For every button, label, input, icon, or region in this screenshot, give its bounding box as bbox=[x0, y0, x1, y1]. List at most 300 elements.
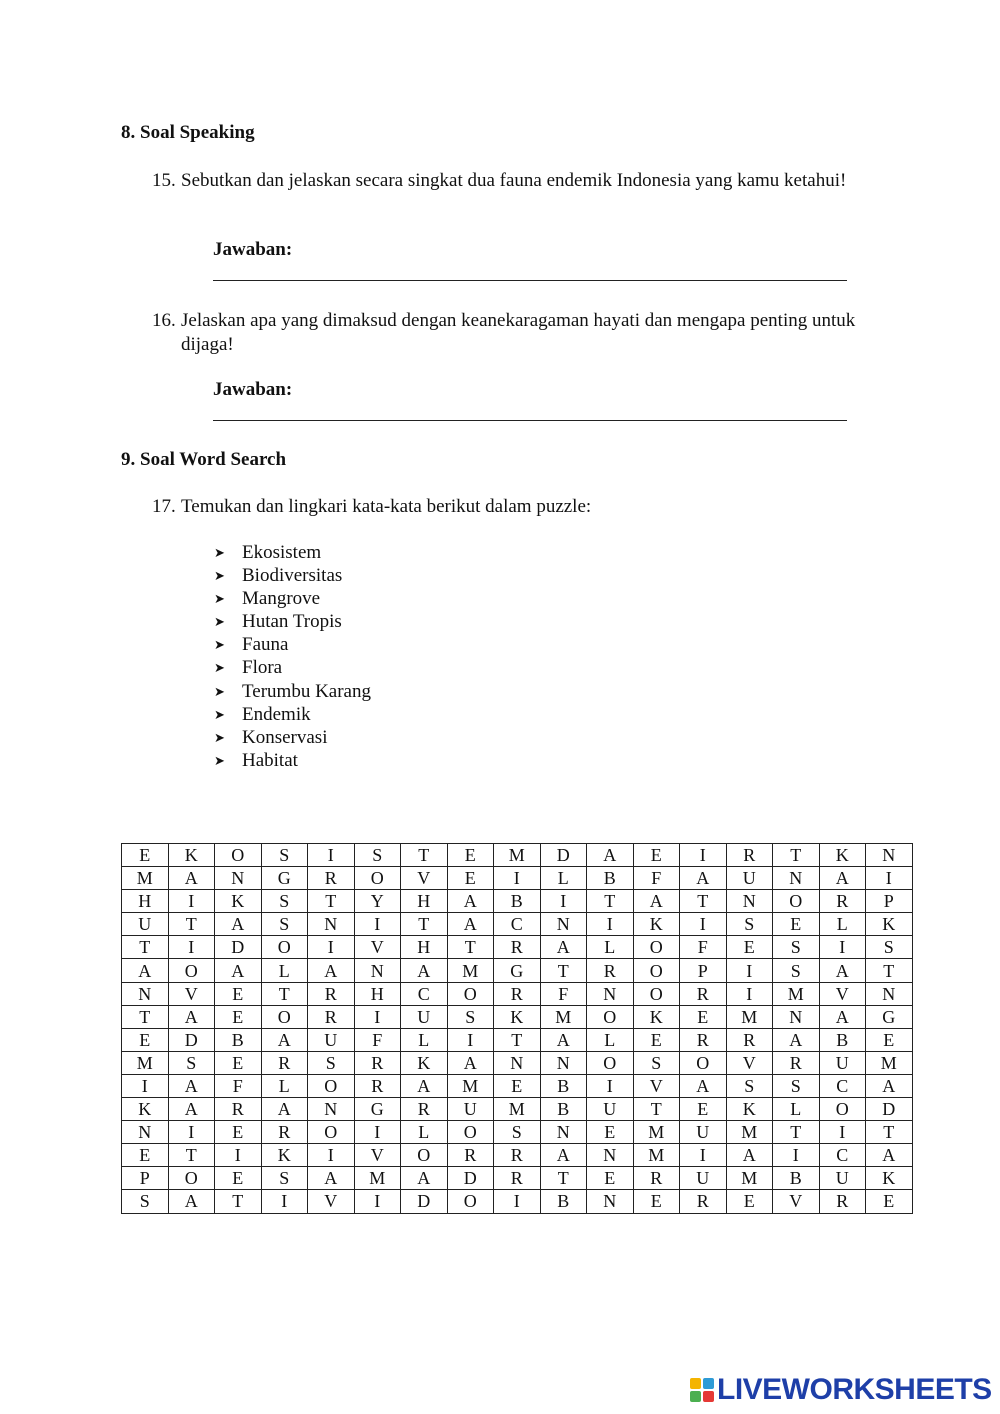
grid-cell[interactable]: P bbox=[866, 890, 913, 913]
grid-cell[interactable]: T bbox=[401, 913, 448, 936]
grid-cell[interactable]: K bbox=[633, 1005, 680, 1028]
grid-cell[interactable]: M bbox=[726, 1167, 773, 1190]
grid-cell[interactable]: I bbox=[819, 936, 866, 959]
grid-cell[interactable]: B bbox=[819, 1028, 866, 1051]
grid-cell[interactable]: B bbox=[540, 1190, 587, 1213]
grid-cell[interactable]: E bbox=[633, 1190, 680, 1213]
grid-cell[interactable]: R bbox=[726, 844, 773, 867]
grid-cell[interactable]: R bbox=[308, 867, 355, 890]
grid-cell[interactable]: E bbox=[866, 1028, 913, 1051]
grid-cell[interactable]: D bbox=[447, 1167, 494, 1190]
grid-cell[interactable]: A bbox=[308, 1167, 355, 1190]
grid-cell[interactable]: O bbox=[773, 890, 820, 913]
grid-cell[interactable]: D bbox=[866, 1098, 913, 1121]
grid-cell[interactable]: R bbox=[494, 982, 541, 1005]
answer-line-16[interactable] bbox=[213, 420, 847, 421]
grid-cell[interactable]: R bbox=[633, 1167, 680, 1190]
grid-cell[interactable]: A bbox=[261, 1098, 308, 1121]
grid-cell[interactable]: S bbox=[354, 844, 401, 867]
grid-cell[interactable]: O bbox=[401, 1144, 448, 1167]
grid-cell[interactable]: O bbox=[168, 1167, 215, 1190]
grid-cell[interactable]: V bbox=[773, 1190, 820, 1213]
grid-cell[interactable]: M bbox=[122, 867, 169, 890]
grid-cell[interactable]: E bbox=[122, 1144, 169, 1167]
grid-cell[interactable]: K bbox=[819, 844, 866, 867]
grid-cell[interactable]: K bbox=[494, 1005, 541, 1028]
grid-cell[interactable]: U bbox=[401, 1005, 448, 1028]
grid-cell[interactable]: T bbox=[122, 936, 169, 959]
grid-row bbox=[122, 844, 913, 867]
grid-cell[interactable]: R bbox=[354, 1074, 401, 1097]
grid-cell[interactable]: M bbox=[726, 1005, 773, 1028]
word-list-item: ➤ Mangrove bbox=[214, 588, 321, 610]
word-list bbox=[214, 541, 371, 772]
grid-cell[interactable]: R bbox=[494, 936, 541, 959]
arrowhead-bullet-icon: ➤ bbox=[214, 660, 225, 676]
grid-cell[interactable]: N bbox=[122, 1121, 169, 1144]
grid-cell[interactable]: I bbox=[308, 936, 355, 959]
grid-cell[interactable]: S bbox=[261, 890, 308, 913]
grid-cell[interactable]: A bbox=[215, 913, 262, 936]
grid-cell[interactable]: A bbox=[819, 1005, 866, 1028]
grid-cell[interactable]: A bbox=[261, 1028, 308, 1051]
grid-cell[interactable]: A bbox=[215, 959, 262, 982]
grid-cell[interactable]: E bbox=[866, 1190, 913, 1213]
grid-cell[interactable]: Y bbox=[354, 890, 401, 913]
grid-cell[interactable]: S bbox=[261, 844, 308, 867]
logo-cubes-icon bbox=[690, 1378, 714, 1402]
grid-cell[interactable]: A bbox=[168, 1005, 215, 1028]
grid-cell[interactable]: O bbox=[819, 1098, 866, 1121]
grid-cell[interactable]: G bbox=[261, 867, 308, 890]
grid-cell[interactable]: N bbox=[308, 1098, 355, 1121]
grid-cell[interactable]: N bbox=[866, 844, 913, 867]
grid-cell[interactable]: V bbox=[401, 867, 448, 890]
grid-cell[interactable]: R bbox=[308, 982, 355, 1005]
grid-cell[interactable]: O bbox=[308, 1121, 355, 1144]
grid-cell[interactable]: A bbox=[819, 867, 866, 890]
question-15 bbox=[152, 169, 872, 217]
grid-cell[interactable]: B bbox=[540, 1074, 587, 1097]
grid-cell[interactable]: E bbox=[215, 1167, 262, 1190]
grid-cell[interactable]: S bbox=[261, 1167, 308, 1190]
grid-cell[interactable]: R bbox=[447, 1144, 494, 1167]
grid-cell[interactable]: T bbox=[540, 1167, 587, 1190]
grid-cell[interactable]: I bbox=[494, 867, 541, 890]
grid-cell[interactable]: D bbox=[215, 936, 262, 959]
grid-cell[interactable]: R bbox=[215, 1098, 262, 1121]
grid-cell[interactable]: L bbox=[773, 1098, 820, 1121]
grid-cell[interactable]: A bbox=[308, 959, 355, 982]
grid-cell[interactable]: S bbox=[261, 913, 308, 936]
answer-line-15[interactable] bbox=[213, 280, 847, 281]
grid-cell[interactable]: H bbox=[122, 890, 169, 913]
grid-cell[interactable]: D bbox=[401, 1190, 448, 1213]
grid-cell[interactable]: U bbox=[680, 1121, 727, 1144]
grid-cell[interactable]: V bbox=[726, 1051, 773, 1074]
word-list-item: ➤ Konservasi bbox=[214, 726, 328, 748]
grid-cell[interactable]: M bbox=[726, 1121, 773, 1144]
grid-cell[interactable]: U bbox=[726, 867, 773, 890]
grid-cell[interactable]: N bbox=[866, 982, 913, 1005]
grid-cell[interactable]: O bbox=[633, 936, 680, 959]
grid-cell[interactable]: K bbox=[215, 890, 262, 913]
grid-cell[interactable]: C bbox=[819, 1074, 866, 1097]
grid-cell[interactable]: T bbox=[447, 936, 494, 959]
grid-cell[interactable]: T bbox=[168, 913, 215, 936]
grid-cell[interactable]: T bbox=[587, 890, 634, 913]
arrowhead-bullet-icon: ➤ bbox=[214, 706, 225, 722]
grid-cell[interactable]: B bbox=[540, 1098, 587, 1121]
grid-cell[interactable]: R bbox=[819, 890, 866, 913]
grid-cell[interactable]: V bbox=[819, 982, 866, 1005]
grid-cell[interactable]: B bbox=[587, 867, 634, 890]
grid-cell[interactable]: I bbox=[726, 982, 773, 1005]
grid-cell[interactable]: L bbox=[261, 959, 308, 982]
grid-cell[interactable]: E bbox=[215, 1121, 262, 1144]
grid-cell[interactable]: A bbox=[447, 1051, 494, 1074]
grid-cell[interactable]: T bbox=[866, 959, 913, 982]
grid-cell[interactable]: I bbox=[819, 1121, 866, 1144]
grid-cell[interactable]: M bbox=[773, 982, 820, 1005]
grid-cell[interactable]: V bbox=[354, 936, 401, 959]
grid-cell[interactable]: T bbox=[540, 959, 587, 982]
grid-cell[interactable]: R bbox=[261, 1121, 308, 1144]
grid-cell[interactable]: B bbox=[215, 1028, 262, 1051]
grid-cell[interactable]: I bbox=[866, 867, 913, 890]
grid-cell[interactable]: E bbox=[215, 1005, 262, 1028]
grid-cell[interactable]: A bbox=[633, 890, 680, 913]
grid-cell[interactable]: M bbox=[866, 1051, 913, 1074]
grid-cell[interactable]: A bbox=[401, 1167, 448, 1190]
grid-cell[interactable]: H bbox=[401, 936, 448, 959]
grid-cell[interactable]: N bbox=[215, 867, 262, 890]
grid-cell[interactable]: I bbox=[773, 1144, 820, 1167]
grid-cell[interactable]: S bbox=[122, 1190, 169, 1213]
grid-cell[interactable]: L bbox=[587, 1028, 634, 1051]
grid-cell[interactable]: I bbox=[494, 1190, 541, 1213]
grid-cell[interactable]: A bbox=[866, 1144, 913, 1167]
grid-cell[interactable]: O bbox=[633, 959, 680, 982]
grid-cell[interactable]: T bbox=[215, 1190, 262, 1213]
grid-cell[interactable]: E bbox=[215, 982, 262, 1005]
grid-cell[interactable]: M bbox=[494, 844, 541, 867]
grid-cell[interactable]: N bbox=[354, 959, 401, 982]
grid-cell[interactable]: O bbox=[633, 982, 680, 1005]
grid-cell[interactable]: E bbox=[633, 1028, 680, 1051]
grid-cell[interactable]: N bbox=[494, 1051, 541, 1074]
grid-cell[interactable]: R bbox=[401, 1098, 448, 1121]
grid-cell[interactable]: T bbox=[308, 890, 355, 913]
grid-cell[interactable]: I bbox=[726, 959, 773, 982]
grid-cell[interactable]: S bbox=[773, 1074, 820, 1097]
grid-cell[interactable]: I bbox=[447, 1028, 494, 1051]
grid-cell[interactable]: I bbox=[587, 913, 634, 936]
grid-cell[interactable]: A bbox=[540, 1028, 587, 1051]
grid-cell[interactable]: M bbox=[354, 1167, 401, 1190]
grid-cell[interactable]: E bbox=[587, 1121, 634, 1144]
grid-cell[interactable]: T bbox=[773, 844, 820, 867]
grid-row bbox=[122, 1028, 913, 1051]
question-number: 16. bbox=[152, 310, 176, 331]
grid-cell[interactable]: D bbox=[168, 1028, 215, 1051]
grid-cell[interactable]: O bbox=[261, 936, 308, 959]
grid-cell[interactable]: O bbox=[447, 982, 494, 1005]
grid-cell[interactable]: M bbox=[633, 1144, 680, 1167]
grid-cell[interactable]: V bbox=[633, 1074, 680, 1097]
grid-cell[interactable]: A bbox=[773, 1028, 820, 1051]
question-text: Jelaskan apa yang dimaksud dengan keanekaragaman hayati dan mengapa penting untuk dijaga! bbox=[181, 310, 856, 355]
grid-cell[interactable]: V bbox=[168, 982, 215, 1005]
answer-label-16: Jawaban: bbox=[213, 379, 293, 400]
grid-cell[interactable]: A bbox=[866, 1074, 913, 1097]
grid-cell[interactable]: A bbox=[401, 959, 448, 982]
grid-cell[interactable]: I bbox=[354, 1121, 401, 1144]
grid-cell[interactable]: I bbox=[680, 1144, 727, 1167]
grid-cell[interactable]: L bbox=[540, 867, 587, 890]
grid-cell[interactable]: T bbox=[401, 844, 448, 867]
arrowhead-bullet-icon: ➤ bbox=[214, 545, 225, 560]
grid-cell[interactable]: G bbox=[866, 1005, 913, 1028]
grid-cell[interactable]: T bbox=[773, 1121, 820, 1144]
grid-cell[interactable]: U bbox=[447, 1098, 494, 1121]
grid-cell[interactable]: L bbox=[587, 936, 634, 959]
grid-cell[interactable]: A bbox=[819, 959, 866, 982]
grid-cell[interactable]: G bbox=[494, 959, 541, 982]
grid-cell[interactable]: R bbox=[308, 1005, 355, 1028]
grid-cell[interactable]: T bbox=[866, 1121, 913, 1144]
grid-cell[interactable]: S bbox=[773, 936, 820, 959]
grid-cell[interactable]: K bbox=[726, 1098, 773, 1121]
grid-cell[interactable]: O bbox=[168, 959, 215, 982]
question-number: 17. bbox=[152, 496, 176, 517]
grid-cell[interactable]: L bbox=[401, 1028, 448, 1051]
grid-cell[interactable]: N bbox=[587, 1144, 634, 1167]
grid-cell[interactable]: R bbox=[261, 1051, 308, 1074]
grid-cell[interactable]: A bbox=[401, 1074, 448, 1097]
grid-cell[interactable]: M bbox=[447, 959, 494, 982]
grid-cell[interactable]: U bbox=[819, 1051, 866, 1074]
grid-cell[interactable]: E bbox=[215, 1051, 262, 1074]
grid-cell[interactable]: A bbox=[168, 1074, 215, 1097]
arrowhead-bullet-icon: ➤ bbox=[214, 729, 225, 745]
word-list-item: ➤ Fauna bbox=[214, 634, 289, 656]
grid-cell[interactable]: F bbox=[540, 982, 587, 1005]
grid-cell[interactable]: C bbox=[401, 982, 448, 1005]
grid-cell[interactable]: L bbox=[819, 913, 866, 936]
grid-cell[interactable]: A bbox=[680, 1074, 727, 1097]
grid-cell[interactable]: H bbox=[401, 890, 448, 913]
grid-cell[interactable]: U bbox=[122, 913, 169, 936]
grid-row bbox=[122, 913, 913, 936]
grid-cell[interactable]: I bbox=[680, 913, 727, 936]
grid-cell[interactable]: A bbox=[540, 936, 587, 959]
grid-cell[interactable]: F bbox=[354, 1028, 401, 1051]
grid-cell[interactable]: M bbox=[122, 1051, 169, 1074]
grid-cell[interactable]: S bbox=[726, 913, 773, 936]
grid-cell[interactable]: E bbox=[587, 1167, 634, 1190]
grid-cell[interactable]: V bbox=[354, 1144, 401, 1167]
grid-cell[interactable]: N bbox=[773, 1005, 820, 1028]
grid-cell[interactable]: L bbox=[401, 1121, 448, 1144]
grid-cell[interactable]: I bbox=[168, 1121, 215, 1144]
grid-cell[interactable]: R bbox=[494, 1167, 541, 1190]
grid-cell[interactable]: H bbox=[354, 982, 401, 1005]
grid-cell[interactable]: I bbox=[168, 936, 215, 959]
grid-cell[interactable]: C bbox=[494, 913, 541, 936]
grid-cell[interactable]: B bbox=[494, 890, 541, 913]
grid-cell[interactable]: K bbox=[122, 1098, 169, 1121]
grid-cell[interactable]: V bbox=[308, 1190, 355, 1213]
grid-cell[interactable]: T bbox=[680, 890, 727, 913]
grid-cell[interactable]: R bbox=[494, 1144, 541, 1167]
grid-cell[interactable]: O bbox=[215, 844, 262, 867]
grid-cell[interactable]: T bbox=[168, 1144, 215, 1167]
grid-cell[interactable]: N bbox=[308, 913, 355, 936]
grid-cell[interactable]: S bbox=[633, 1051, 680, 1074]
grid-cell[interactable]: M bbox=[633, 1121, 680, 1144]
grid-cell[interactable]: R bbox=[680, 1190, 727, 1213]
grid-cell[interactable]: N bbox=[540, 1051, 587, 1074]
grid-cell[interactable]: T bbox=[633, 1098, 680, 1121]
grid-cell[interactable]: R bbox=[354, 1051, 401, 1074]
grid-cell[interactable]: S bbox=[726, 1074, 773, 1097]
grid-cell[interactable]: N bbox=[773, 867, 820, 890]
grid-cell[interactable]: P bbox=[680, 959, 727, 982]
grid-cell[interactable]: I bbox=[308, 844, 355, 867]
grid-cell[interactable]: K bbox=[633, 913, 680, 936]
grid-cell[interactable]: O bbox=[308, 1074, 355, 1097]
grid-cell[interactable]: E bbox=[122, 1028, 169, 1051]
grid-cell[interactable]: K bbox=[866, 1167, 913, 1190]
grid-cell[interactable]: A bbox=[726, 1144, 773, 1167]
grid-cell[interactable]: B bbox=[773, 1167, 820, 1190]
grid-cell[interactable]: S bbox=[773, 959, 820, 982]
grid-cell[interactable]: I bbox=[354, 913, 401, 936]
grid-cell[interactable]: M bbox=[494, 1098, 541, 1121]
grid-cell[interactable]: I bbox=[680, 844, 727, 867]
grid-cell[interactable]: N bbox=[726, 890, 773, 913]
grid-cell[interactable]: P bbox=[122, 1167, 169, 1190]
grid-cell[interactable]: A bbox=[540, 1144, 587, 1167]
grid-cell[interactable]: D bbox=[540, 844, 587, 867]
grid-cell[interactable]: S bbox=[494, 1121, 541, 1144]
grid-cell[interactable]: N bbox=[540, 913, 587, 936]
grid-cell[interactable]: K bbox=[866, 913, 913, 936]
grid-cell[interactable]: R bbox=[587, 959, 634, 982]
grid-cell[interactable]: O bbox=[447, 1121, 494, 1144]
grid-cell[interactable]: E bbox=[122, 844, 169, 867]
grid-cell[interactable]: A bbox=[447, 890, 494, 913]
grid-cell[interactable]: I bbox=[354, 1005, 401, 1028]
grid-cell[interactable]: E bbox=[773, 913, 820, 936]
grid-cell[interactable]: I bbox=[122, 1074, 169, 1097]
grid-cell[interactable]: O bbox=[261, 1005, 308, 1028]
liveworksheets-logo bbox=[690, 1372, 992, 1408]
grid-cell[interactable]: N bbox=[587, 1190, 634, 1213]
grid-cell[interactable]: A bbox=[587, 844, 634, 867]
grid-cell[interactable]: I bbox=[308, 1144, 355, 1167]
grid-cell[interactable]: E bbox=[494, 1074, 541, 1097]
grid-cell[interactable]: U bbox=[587, 1098, 634, 1121]
grid-cell[interactable]: F bbox=[633, 867, 680, 890]
grid-cell[interactable]: A bbox=[168, 1098, 215, 1121]
grid-cell[interactable]: E bbox=[447, 844, 494, 867]
grid-cell[interactable]: N bbox=[122, 982, 169, 1005]
grid-cell[interactable]: K bbox=[261, 1144, 308, 1167]
grid-cell[interactable]: I bbox=[540, 890, 587, 913]
grid-cell[interactable]: R bbox=[726, 1028, 773, 1051]
grid-cell[interactable]: T bbox=[122, 1005, 169, 1028]
grid-cell[interactable]: S bbox=[447, 1005, 494, 1028]
grid-cell[interactable]: I bbox=[261, 1190, 308, 1213]
grid-cell[interactable]: E bbox=[633, 844, 680, 867]
grid-cell[interactable]: L bbox=[261, 1074, 308, 1097]
grid-cell[interactable]: E bbox=[726, 936, 773, 959]
grid-cell[interactable]: A bbox=[168, 867, 215, 890]
grid-cell[interactable]: E bbox=[447, 867, 494, 890]
grid-cell[interactable]: I bbox=[215, 1144, 262, 1167]
grid-cell[interactable]: S bbox=[866, 936, 913, 959]
grid-cell[interactable]: O bbox=[354, 867, 401, 890]
grid-cell[interactable]: O bbox=[587, 1051, 634, 1074]
grid-cell[interactable]: A bbox=[447, 913, 494, 936]
grid-cell[interactable]: T bbox=[261, 982, 308, 1005]
grid-cell[interactable]: N bbox=[587, 982, 634, 1005]
grid-cell[interactable]: R bbox=[819, 1190, 866, 1213]
grid-cell[interactable]: F bbox=[680, 936, 727, 959]
grid-cell[interactable]: N bbox=[540, 1121, 587, 1144]
grid-cell[interactable]: O bbox=[447, 1190, 494, 1213]
grid-cell[interactable]: R bbox=[680, 982, 727, 1005]
grid-cell[interactable]: C bbox=[819, 1144, 866, 1167]
grid-cell[interactable]: O bbox=[587, 1005, 634, 1028]
grid-cell[interactable]: I bbox=[354, 1190, 401, 1213]
grid-cell[interactable]: S bbox=[168, 1051, 215, 1074]
grid-row bbox=[122, 1005, 913, 1028]
grid-cell[interactable]: R bbox=[680, 1028, 727, 1051]
grid-cell[interactable]: U bbox=[819, 1167, 866, 1190]
grid-cell[interactable]: U bbox=[680, 1167, 727, 1190]
grid-cell[interactable]: R bbox=[773, 1051, 820, 1074]
grid-cell[interactable]: I bbox=[168, 890, 215, 913]
arrowhead-bullet-icon: ➤ bbox=[214, 568, 225, 584]
grid-cell[interactable]: E bbox=[680, 1005, 727, 1028]
grid-cell[interactable]: F bbox=[215, 1074, 262, 1097]
grid-cell[interactable]: T bbox=[494, 1028, 541, 1051]
grid-row bbox=[122, 1051, 913, 1074]
grid-cell[interactable]: I bbox=[587, 1074, 634, 1097]
grid-cell[interactable]: K bbox=[401, 1051, 448, 1074]
word-list-item: ➤ Endemik bbox=[214, 703, 311, 725]
grid-cell[interactable]: O bbox=[680, 1051, 727, 1074]
grid-cell[interactable]: S bbox=[308, 1051, 355, 1074]
grid-cell[interactable]: G bbox=[354, 1098, 401, 1121]
grid-cell[interactable]: A bbox=[168, 1190, 215, 1213]
grid-cell[interactable]: M bbox=[447, 1074, 494, 1097]
grid-row bbox=[122, 982, 913, 1005]
grid-cell[interactable]: A bbox=[680, 867, 727, 890]
word-list-item: ➤ Biodiversitas bbox=[214, 565, 343, 587]
grid-cell[interactable]: A bbox=[122, 959, 169, 982]
grid-cell[interactable]: U bbox=[308, 1028, 355, 1051]
grid-cell[interactable]: E bbox=[680, 1098, 727, 1121]
grid-cell[interactable]: M bbox=[540, 1005, 587, 1028]
word-search-grid bbox=[121, 843, 913, 1214]
grid-cell[interactable]: E bbox=[726, 1190, 773, 1213]
arrowhead-bullet-icon: ➤ bbox=[214, 683, 225, 699]
grid-cell[interactable]: K bbox=[168, 844, 215, 867]
